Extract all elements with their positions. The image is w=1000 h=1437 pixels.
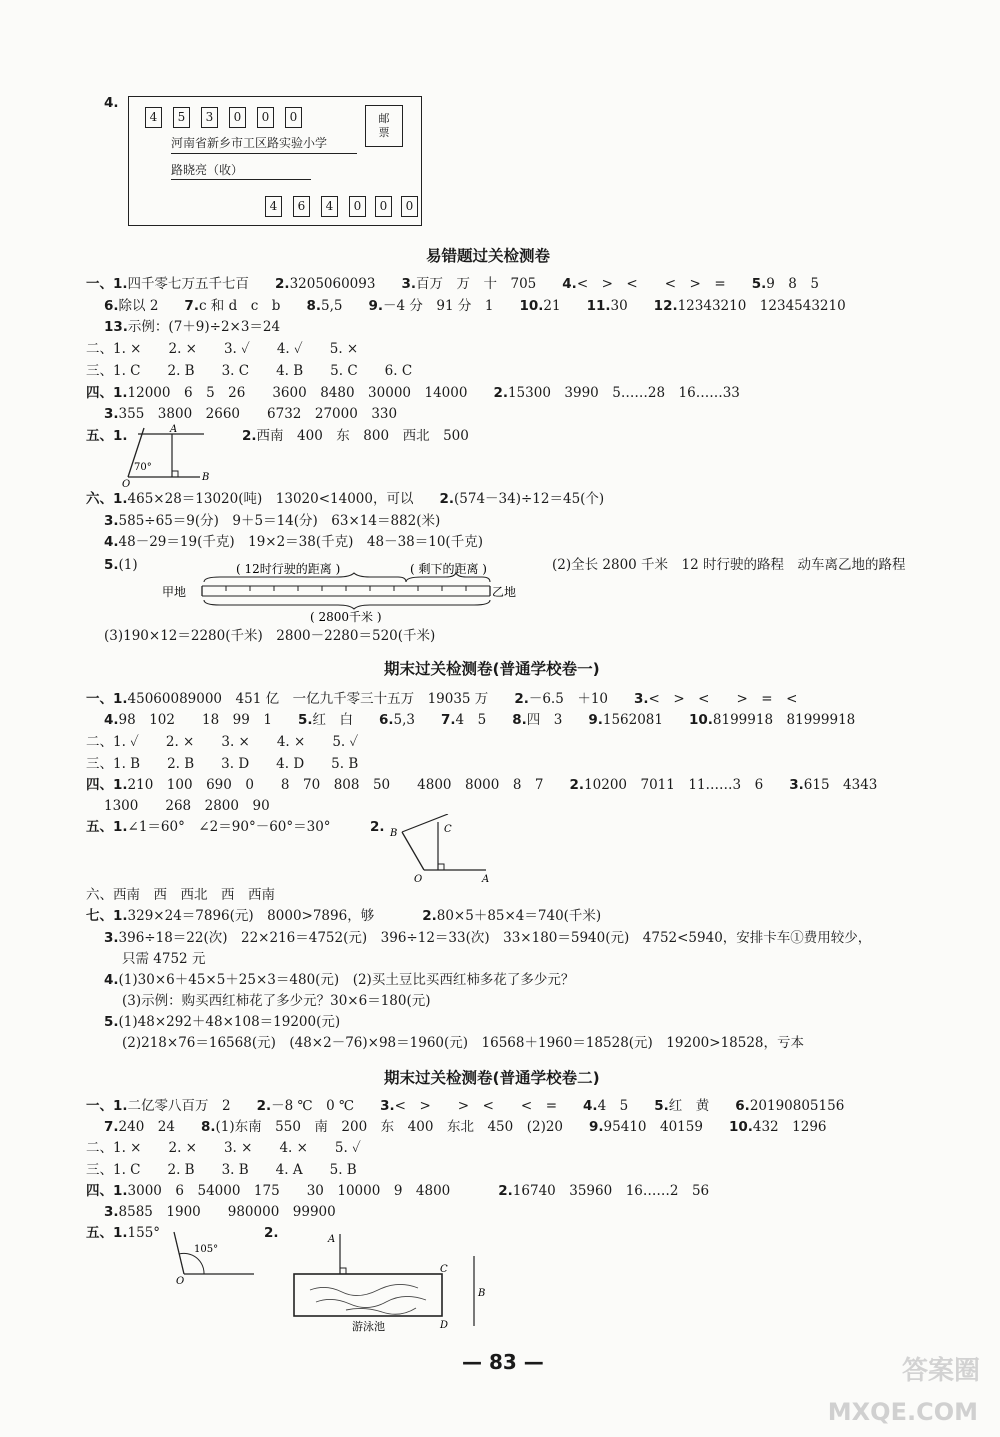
answer-line: 六、西南 西 西北 西 西南 — [86, 887, 275, 903]
answer-line: 二、1. × 2. × 3. ✓ 4. ✓ 5. × — [86, 341, 359, 357]
address-text: 河南省新乡市工区路实验小学 — [171, 136, 328, 150]
answer-line: 2. — [370, 819, 385, 835]
recipient-text: 路晓亮（收） — [171, 163, 244, 177]
postcode-top-digit: 4 — [145, 107, 162, 128]
answer-line: 4.(1)30×6＋45×5＋25×3＝480(元) (2)买土豆比买西红柿多花了多少元？ — [104, 972, 575, 988]
point-a: A — [482, 874, 490, 885]
answer-line: 二、1. × 2. × 3. × 4. × 5. ✓ — [86, 1140, 361, 1156]
angle-diagram-1 — [118, 420, 228, 488]
point-b: B — [390, 828, 398, 839]
label-yi: 乙地 — [492, 585, 517, 599]
total-label: ( 2800千米 ) — [310, 610, 382, 624]
distance-diagram — [160, 558, 530, 626]
answer-line: 只需 4752 元 — [122, 951, 206, 967]
answer-line: 三、1. C 2. B 3. B 4. A 5. B — [86, 1162, 357, 1178]
right-angle-mark — [438, 864, 444, 870]
answer-line: 一、1.四千零七万五千七百 2.3205060093 3.百万 万 十 705 4.< > < < > = 5.9 8 5 — [86, 276, 819, 292]
brace-total — [204, 600, 490, 609]
point-o: O — [122, 479, 131, 488]
answer-line: 5.(1)48×292＋48×108＝19200(元) — [104, 1014, 341, 1030]
postcode-top-digit: 5 — [173, 107, 190, 128]
answer-line: 四、1.210 100 690 0 8 70 808 50 4800 8000 8 7 2.10200 7011 11……3 6 3.615 4343 — [86, 777, 878, 793]
answer-line: (3)示例：购买西红柿花了多少元？30×6＝180(元) — [122, 993, 431, 1009]
answer-line: 4.48－29＝19(千克) 19×2＝38(千克) 48－38＝10(千克) — [104, 534, 483, 550]
point-c: C — [440, 1264, 448, 1275]
point-a: A — [170, 424, 178, 435]
postcode-bottom-digit: 6 — [293, 196, 310, 217]
section-title: 期末过关检测卷(普通学校卷二) — [384, 1069, 600, 1087]
envelope — [128, 96, 422, 226]
answer-line: 六、1.465×28＝13020(吨) 13020<14000，可以 2.(574－34)÷12＝45(个) — [86, 491, 605, 507]
pool-rect — [294, 1274, 442, 1316]
answer-line: (2)全长 2800 千米 12 时行驶的路程 动车离乙地的路程 — [552, 557, 906, 573]
water-wave — [310, 1284, 418, 1295]
page-number: — 83 — — [462, 1350, 544, 1374]
pool-label: 游泳池 — [352, 1320, 385, 1333]
answer-line: 三、1. C 2. B 3. C 4. B 5. C 6. C — [86, 363, 413, 379]
stamp-box: 邮 票 — [365, 105, 403, 147]
recipient-underline — [171, 179, 311, 180]
point-a: A — [328, 1234, 336, 1245]
answer-line: 2. — [264, 1225, 279, 1241]
right-angle-mark — [172, 471, 178, 477]
label-jia: 甲地 — [162, 585, 187, 599]
segment-label-remain: ( 剩下的距离 ) — [410, 562, 487, 576]
point-c: C — [444, 824, 452, 835]
answer-line: 五、1. — [86, 428, 128, 444]
answer-line: 四、1.12000 6 5 26 3600 8480 30000 14000 2.15300 3990 5……28 16……33 — [86, 385, 740, 401]
answer-line: 一、1.二亿零八百万 2 2.－8 ℃ 0 ℃ 3.< > > < < = 4.4 5 5.红 黄 6.20190805156 — [86, 1098, 845, 1114]
answer-line: (3)190×12＝2280(千米) 2800－2280＝520(千米) — [104, 628, 436, 644]
postcode-top-digit: 3 — [201, 107, 218, 128]
answer-line: 四、1.3000 6 54000 175 30 10000 9 4800 2.16740 35960 16……2 56 — [86, 1183, 710, 1199]
water-wave — [316, 1296, 426, 1307]
point-o: O — [414, 874, 423, 885]
angle-label: 105° — [194, 1244, 219, 1255]
right-angle-mark — [340, 1268, 346, 1274]
answer-line: 3.585÷65＝9(分) 9＋5＝14(分) 63×14＝882(米) — [104, 513, 441, 529]
answer-line: 7.240 24 8.(1)东南 550 南 200 东 400 东北 450 (2)20 9.95410 40159 10.432 1296 — [104, 1119, 827, 1135]
postcode-bottom-digit: 0 — [375, 196, 392, 217]
ray-ob — [402, 832, 424, 870]
pool-diagram — [286, 1228, 496, 1334]
postcode-top-digit: 0 — [229, 107, 246, 128]
postcode-top-digit: 0 — [285, 107, 302, 128]
watermark-logo: 答案圈 — [901, 1356, 980, 1386]
answer-line: 3.355 3800 2660 6732 27000 330 — [104, 406, 398, 422]
track-ticks — [226, 586, 466, 591]
postcode-top-digit: 0 — [257, 107, 274, 128]
answer-line: 七、1.329×24＝7896(元) 8000>7896，够 2.80×5＋85×4＝740(千米) — [86, 908, 602, 924]
answer-line: 五、1.155° — [86, 1225, 161, 1241]
segment-label-12h: ( 12时行驶的距离 ) — [236, 562, 341, 576]
ray-bc — [402, 814, 448, 832]
answer-line: 二、1. ✓ 2. × 3. × 4. × 5. ✓ — [86, 734, 359, 750]
angle-diagram-2 — [384, 814, 504, 886]
postcode-bottom-digit: 0 — [401, 196, 418, 217]
postcode-bottom-digit: 4 — [321, 196, 338, 217]
answer-line: 3.396÷18＝22(次) 22×216＝4752(元) 396÷12＝33(次) 33×180＝5940(元) 4752<5940，安排卡车①费用较少， — [104, 930, 872, 946]
address-underline — [171, 153, 357, 154]
point-o: O — [176, 1276, 185, 1287]
answer-line: 5.(1) — [104, 557, 138, 573]
answer-line: 2.西南 400 东 800 西北 500 — [242, 428, 469, 444]
answer-line: 一、1.45060089000 451 亿 一亿九千零三十五万 19035 万 2.－6.5 ＋10 3.< > < > = < — [86, 691, 798, 707]
answer-line: 13.示例：(7＋9)÷2×3＝24 — [104, 319, 281, 335]
answer-line: 1300 268 2800 90 — [104, 798, 270, 814]
angle-label: 70° — [134, 462, 152, 473]
water-wave — [346, 1308, 416, 1314]
answer-line: (2)218×76＝16568(元) (48×2－76)×98＝1960(元) 16568＋1960＝18528(元) 19200>18528，亏本 — [122, 1035, 805, 1051]
point-b: B — [478, 1288, 486, 1299]
answer-line: 五、1.∠1＝60° ∠2＝90°－60°＝30° — [86, 819, 331, 835]
section-title: 易错题过关检测卷 — [426, 247, 551, 265]
point-d: D — [440, 1320, 449, 1331]
answer-line: 三、1. B 2. B 3. D 4. D 5. B — [86, 756, 359, 772]
postcode-bottom-digit: 0 — [349, 196, 366, 217]
answer-line: 3.8585 1900 980000 99900 — [104, 1204, 336, 1220]
angle-diagram-3 — [170, 1228, 270, 1288]
point-b: B — [202, 472, 210, 483]
question-number: 4. — [104, 95, 119, 111]
answer-line: 6.除以 2 7.c 和 d c b 8.5,5 9.－4 分 91 分 1 10.21 11.30 12.12343210 1234543210 — [104, 298, 846, 314]
watermark-url: MXQE.COM — [827, 1398, 978, 1426]
postcode-bottom-digit: 4 — [265, 196, 282, 217]
section-title: 期末过关检测卷(普通学校卷一) — [384, 660, 600, 678]
answer-line: 4.98 102 18 99 1 5.红 白 6.5,3 7.4 5 8.四 3 9.1562081 10.8199918 81999918 — [104, 712, 856, 728]
